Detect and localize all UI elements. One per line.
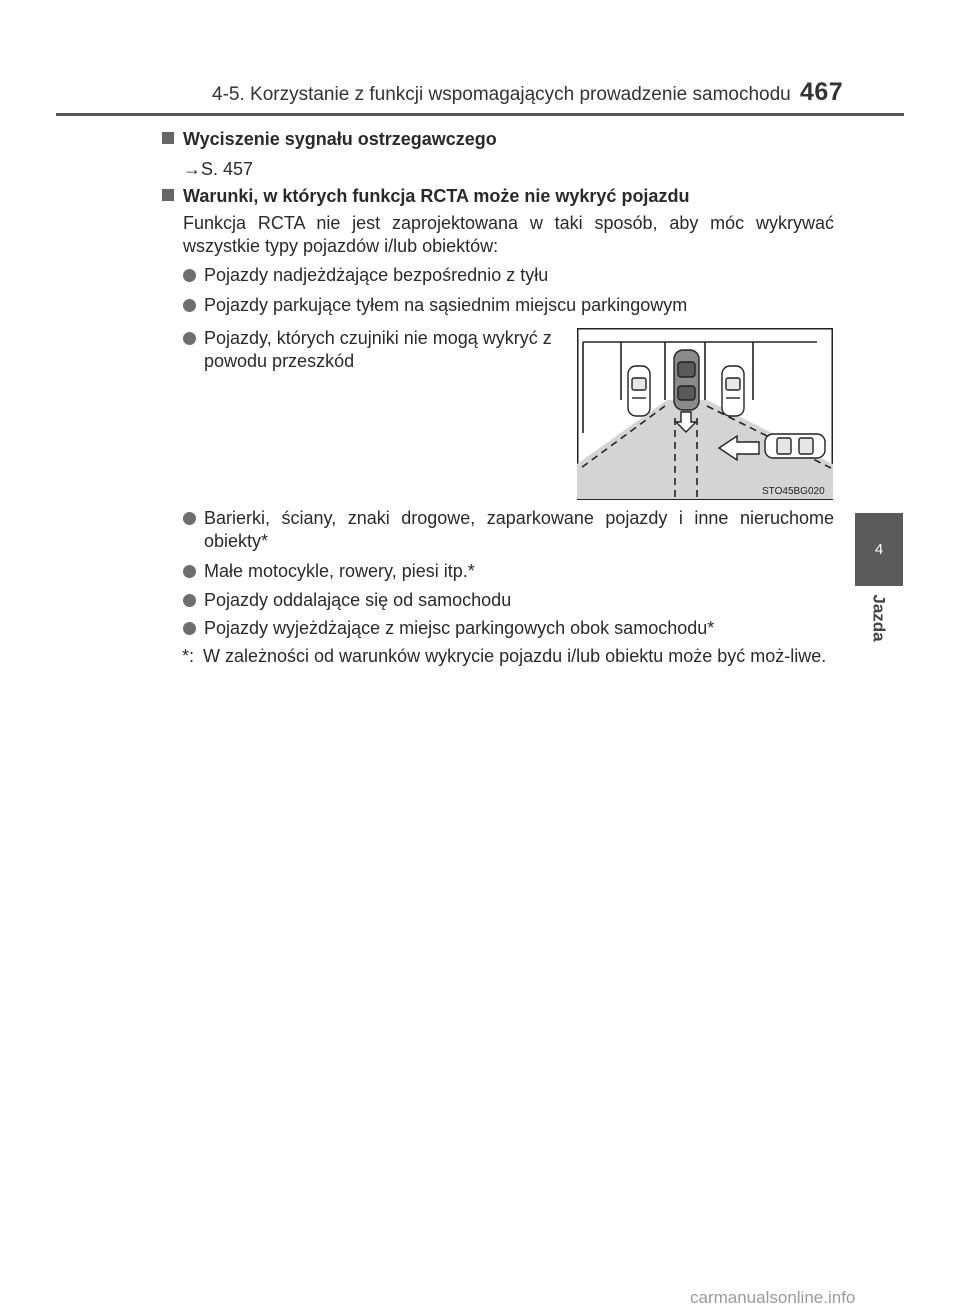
- list-item-text: Małe motocykle, rowery, piesi itp.*: [204, 561, 475, 581]
- list-item: [183, 264, 834, 287]
- list-item-text: Pojazdy parkujące tyłem na sąsiednim miejscu parkingowym: [204, 295, 688, 315]
- bullet-icon: [183, 299, 196, 312]
- list-item-text: Pojazdy oddalające się od samochodu: [204, 590, 512, 610]
- bullet-icon: [183, 565, 196, 578]
- running-header: 4-5. Korzystanie z funkcji wspomagających prowadzenie samochodu: [212, 84, 791, 105]
- own-car-icon: [674, 350, 699, 410]
- approaching-car-icon: [765, 434, 825, 458]
- section-heading-rcta-conditions: [162, 186, 689, 207]
- list-item-text: Pojazdy, których czujniki nie mogą wykryć z powodu przeszkód: [204, 328, 552, 371]
- section-square-icon: [162, 132, 174, 144]
- list-item-text: Pojazdy nadjeżdżające bezpośrednio z tyłu: [204, 265, 549, 285]
- section-heading-text: Warunki, w których funkcja RCTA może nie wykryć pojazdu: [183, 186, 690, 206]
- section-heading-silence-warning: [162, 129, 497, 150]
- chapter-tab: [855, 513, 903, 586]
- footnote-text: W zależności od warunków wykrycie pojazdu i/lub obiektu może być moż-liwe.: [203, 646, 827, 666]
- chapter-label-text: Jazda: [870, 594, 889, 642]
- page-reference-text: S. 457: [201, 159, 254, 179]
- list-item-text: Barierki, ściany, znaki drogowe, zaparkowane pojazdy i inne nieruchome obiekty*: [204, 508, 834, 551]
- list-item-text: Pojazdy wyjeżdżające z miejsc parkingowych obok samochodu*: [204, 618, 715, 638]
- parked-car-right-icon: [722, 366, 744, 416]
- page-number: 467: [800, 78, 844, 106]
- chapter-label: [856, 588, 902, 648]
- footnote-mark: *:: [182, 646, 195, 666]
- parked-car-left-icon: [628, 366, 650, 416]
- footnote: [182, 645, 833, 668]
- header-rule: [56, 113, 904, 116]
- rcta-parking-diagram: [577, 328, 833, 500]
- list-item: [183, 507, 834, 553]
- bullet-icon: [183, 622, 196, 635]
- page-reference: [183, 158, 253, 181]
- bullet-icon: [183, 512, 196, 525]
- figure-code: STO45BG020: [762, 486, 825, 497]
- bullet-icon: [183, 332, 196, 345]
- list-item: [183, 617, 834, 640]
- list-item: [183, 327, 558, 373]
- watermark: carmanualsonline.info: [690, 1288, 856, 1307]
- section-heading-text: Wyciszenie sygnału ostrzegawczego: [183, 129, 497, 149]
- chapter-number: 4: [874, 541, 884, 558]
- bullet-icon: [183, 594, 196, 607]
- bullet-icon: [183, 269, 196, 282]
- list-item: [183, 560, 834, 583]
- list-item: [183, 589, 834, 612]
- list-item: [183, 294, 834, 317]
- intro-paragraph: Funkcja RCTA nie jest zaprojektowana w taki sposób, aby móc wykrywać wszystkie typy pojazdów i/lub obiektów:: [183, 213, 834, 256]
- arrow-icon: →: [183, 159, 201, 179]
- section-square-icon: [162, 189, 174, 201]
